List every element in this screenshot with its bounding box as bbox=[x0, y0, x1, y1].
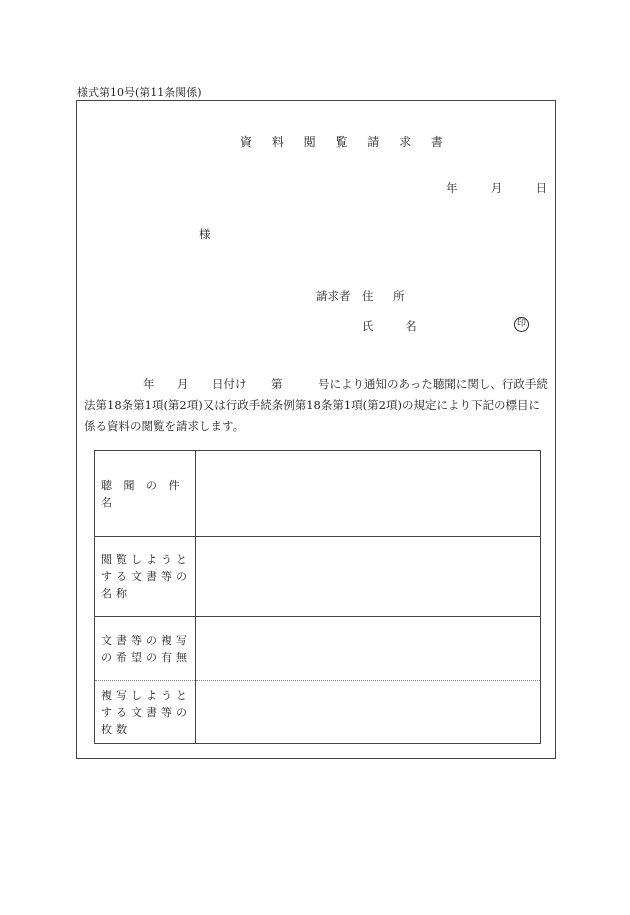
copy-wish-label: 文書等の複写の希望の有無 bbox=[95, 617, 196, 681]
table-row bbox=[95, 681, 541, 744]
date-line bbox=[446, 180, 547, 196]
name-label: 氏 名 bbox=[362, 319, 431, 333]
document-name-label: 閲覧しようとする文書等の名称 bbox=[95, 537, 196, 617]
body-month: 月 bbox=[177, 377, 189, 391]
date-day-label: 日 bbox=[535, 181, 548, 195]
body-line-2: 法第18条第1項(第2項)又は行政手続条例第18条第1項(第2項)の規定により下記の標目に bbox=[84, 398, 540, 412]
copy-count-label: 複写しようとする文書等の枚数 bbox=[95, 681, 196, 744]
address-label: 住 所 bbox=[362, 289, 413, 303]
table-row bbox=[95, 451, 541, 537]
request-table bbox=[94, 450, 541, 744]
table-row bbox=[95, 537, 541, 617]
body-date-suffix: 日付け bbox=[212, 377, 247, 391]
seal-mark: 印 bbox=[514, 317, 529, 332]
hearing-subject-label: 聴 聞 の 件 名 bbox=[95, 451, 196, 537]
date-month-label: 月 bbox=[490, 181, 503, 195]
body-year: 年 bbox=[143, 377, 155, 391]
document-name-field[interactable] bbox=[195, 537, 540, 617]
date-year-label: 年 bbox=[446, 181, 458, 195]
form-number: 様式第10号(第11条関係) bbox=[77, 86, 202, 99]
body-line-3: 係る資料の閲覧を請求します。 bbox=[84, 419, 245, 433]
requester-label: 請求者 bbox=[316, 289, 351, 303]
table-row bbox=[95, 617, 541, 681]
document-title: 資 料 閲 覧 請 求 書 bbox=[240, 135, 451, 149]
addressee-suffix: 様 bbox=[199, 227, 211, 241]
body-number-prefix: 第 bbox=[271, 377, 283, 391]
body-sentence-start: 号により通知のあった聴聞に関し、行政手続 bbox=[318, 377, 548, 391]
copy-wish-field[interactable] bbox=[195, 617, 540, 681]
hearing-subject-field[interactable] bbox=[195, 451, 540, 537]
copy-count-field[interactable] bbox=[195, 681, 540, 744]
